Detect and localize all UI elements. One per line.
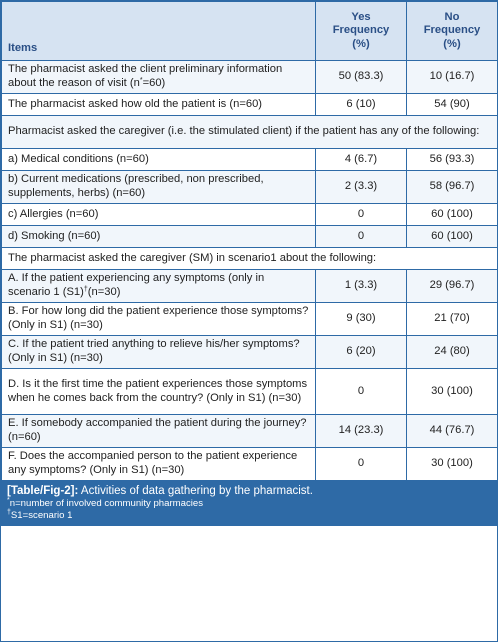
section-row [2, 116, 498, 149]
yes-frequency-cell: 0 [316, 226, 407, 248]
no-frequency-cell: 30 (100) [407, 369, 498, 415]
item-cell: d) Smoking (n=60) [2, 226, 316, 248]
item-cell: c) Allergies (n=60) [2, 204, 316, 226]
yes-header-line: Frequency [332, 24, 390, 37]
table-row [2, 149, 498, 171]
item-cell: a) Medical conditions (n=60) [2, 149, 316, 171]
item-cell: C. If the patient tried anything to relieve his/her symptoms? (Only in S1) (n=30) [2, 336, 316, 369]
no-frequency-cell: 29 (96.7) [407, 270, 498, 303]
table-body [2, 61, 498, 481]
yes-frequency-cell: 0 [316, 204, 407, 226]
data-table [1, 1, 498, 481]
header-row [2, 2, 498, 61]
table-row [2, 226, 498, 248]
no-frequency-cell: 60 (100) [407, 204, 498, 226]
table-row [2, 369, 498, 415]
reference-mark: † [83, 286, 88, 293]
table-row [2, 61, 498, 94]
footnote-text: n=number of involved community pharmacies [9, 498, 204, 509]
yes-frequency-cell: 1 (3.3) [316, 270, 407, 303]
yes-frequency-cell: 6 (10) [316, 94, 407, 116]
footnote [7, 498, 491, 510]
section-heading-cell: Pharmacist asked the caregiver (i.e. the stimulated client) if the patient has any of the following: [2, 116, 498, 149]
item-cell: The pharmacist asked how old the patient is (n=60) [2, 94, 316, 116]
table-row [2, 204, 498, 226]
yes-frequency-cell: 2 (3.3) [316, 171, 407, 204]
footnote-mark: † [7, 509, 11, 516]
no-frequency-cell: 44 (76.7) [407, 415, 498, 448]
no-frequency-cell: 56 (93.3) [407, 149, 498, 171]
no-column-header [407, 2, 498, 61]
section-heading-cell: The pharmacist asked the caregiver (SM) in scenario1 about the following: [2, 248, 498, 270]
reference-mark: * [139, 77, 143, 84]
caption-text: Activities of data gathering by the pharmacist. [80, 485, 313, 497]
no-header-line: (%) [443, 37, 461, 50]
table-row [2, 448, 498, 481]
footnote-mark: * [7, 497, 10, 504]
footnote-text: S1=scenario 1 [10, 510, 73, 521]
yes-frequency-cell: 9 (30) [316, 303, 407, 336]
no-frequency-cell: 58 (96.7) [407, 171, 498, 204]
yes-header-line: Yes [351, 10, 371, 23]
footnote [7, 510, 491, 522]
table-row [2, 336, 498, 369]
caption-title [7, 484, 491, 498]
yes-column-header [316, 2, 407, 61]
yes-frequency-cell: 0 [316, 369, 407, 415]
yes-frequency-cell: 6 (20) [316, 336, 407, 369]
no-frequency-cell: 60 (100) [407, 226, 498, 248]
yes-frequency-cell: 4 (6.7) [316, 149, 407, 171]
no-frequency-cell: 30 (100) [407, 448, 498, 481]
item-cell: D. Is it the first time the patient experiences those symptoms when he comes back from the country? (Only in S1) (n=30) [2, 369, 316, 415]
table-row [2, 303, 498, 336]
item-cell: b) Current medications (prescribed, non prescribed, supplements, herbs) (n=60) [2, 171, 316, 204]
item-cell: B. For how long did the patient experience those symptoms? (Only in S1) (n=30) [2, 303, 316, 336]
no-frequency-cell: 24 (80) [407, 336, 498, 369]
table-row [2, 171, 498, 204]
yes-frequency-cell: 14 (23.3) [316, 415, 407, 448]
yes-frequency-cell: 50 (83.3) [316, 61, 407, 94]
caption-label: [Table/Fig-2]: [7, 485, 79, 497]
no-frequency-cell: 10 (16.7) [407, 61, 498, 94]
section-row [2, 248, 498, 270]
table-row [2, 94, 498, 116]
table-row [2, 270, 498, 303]
items-column-header: Items [2, 2, 316, 61]
no-header-line: No [444, 10, 460, 23]
table-row [2, 415, 498, 448]
yes-frequency-cell: 0 [316, 448, 407, 481]
no-frequency-cell: 21 (70) [407, 303, 498, 336]
item-cell: E. If somebody accompanied the patient during the journey? (n=60) [2, 415, 316, 448]
item-cell: F. Does the accompanied person to the patient experience any symptoms? (Only in S1) (n=30) [2, 448, 316, 481]
yes-header-line: (%) [352, 37, 370, 50]
no-frequency-cell: 54 (90) [407, 94, 498, 116]
item-cell: A. If the patient experiencing any symptoms (only in scenario 1 (S1)†(n=30) [2, 270, 316, 303]
item-cell: The pharmacist asked the client preliminary information about the reason of visit (n*=60) [2, 61, 316, 94]
no-header-line: Frequency [423, 24, 481, 37]
figure-caption [1, 481, 497, 526]
